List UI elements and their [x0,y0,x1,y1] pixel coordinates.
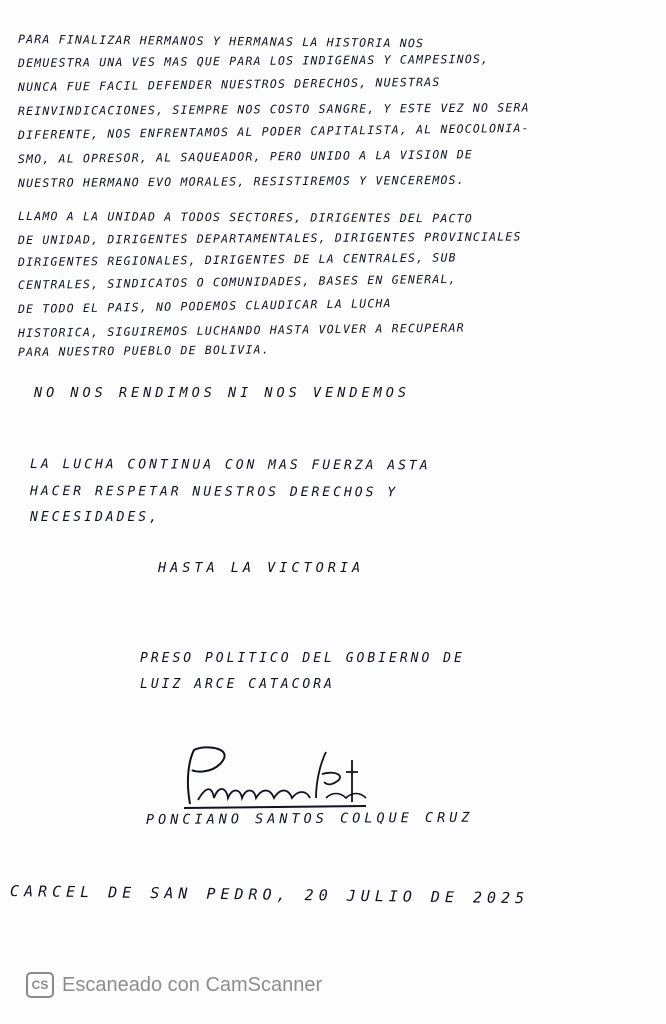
text-line: LUIZ ARCE CATACORA [140,677,335,692]
text-line: REINVINDICACIONES, SIEMPRE NOS COSTO SANGRE, Y ESTE VEZ NO SERA [17,100,530,118]
text-line: NUESTRO HERMANO EVO MORALES, RESISTIREMOS Y VENCEREMOS. [17,172,465,190]
place-and-date: CARCEL DE SAN PEDRO, 20 JULIO DE 2025 [9,882,530,908]
text-line: HACER RESPETAR NUESTROS DERECHOS Y [29,484,399,501]
signer-name: PONCIANO SANTOS COLQUE CRUZ [145,809,474,828]
slogan-no-surrender: NO NOS RENDIMOS NI NOS VENDEMOS [34,385,410,401]
text-line: NECESIDADES, [30,510,160,525]
text-line: DE TODO EL PAIS, NO PODEMOS CLAUDICAR LA LUCHA [17,296,392,316]
text-line: LA LUCHA CONTINUA CON MAS FUERZA ASTA [29,457,431,474]
text-line: NUNCA FUE FACIL DEFENDER NUESTROS DERECHOS, NUESTRAS [17,74,441,94]
text-line: PRESO POLITICO DEL GOBIERNO DE [140,651,465,666]
handwritten-signature [176,742,376,814]
camscanner-logo-icon: CS [26,972,54,998]
text-line: PARA NUESTRO PUEBLO DE BOLIVIA. [17,342,270,359]
watermark-text: Escaneado con CamScanner [62,973,323,996]
text-line: DE UNIDAD, DIRIGENTES DEPARTAMENTALES, DIRIGENTES PROVINCIALES [17,229,522,247]
text-line: PARA FINALIZAR HERMANOS Y HERMANAS LA HISTORIA NOS [17,32,425,51]
text-line: LLAMO A LA UNIDAD A TODOS SECTORES, DIRIGENTES DEL PACTO [17,209,473,226]
text-line: DIRIGENTES REGIONALES, DIRIGENTES DE LA CENTRALES, SUB [17,250,457,269]
slogan-victory: HASTA LA VICTORIA [158,560,365,576]
text-line: DEMUESTRA UNA VES MAS QUE PARA LOS INDIGENAS Y CAMPESINOS, [17,51,490,70]
camscanner-watermark [26,972,322,998]
text-line: DIFERENTE, NOS ENFRENTAMOS AL PODER CAPITALISTA, AL NEOCOLONIA- [17,120,530,142]
text-line: HISTORICA, SIGUIREMOS LUCHANDO HASTA VOLVER A RECUPERAR [17,320,465,340]
text-line: SMO, AL OPRESOR, AL SAQUEADOR, PERO UNIDO A LA VISION DE [17,147,473,166]
text-line: CENTRALES, SINDICATOS O COMUNIDADES, BASES EN GENERAL, [17,271,457,292]
